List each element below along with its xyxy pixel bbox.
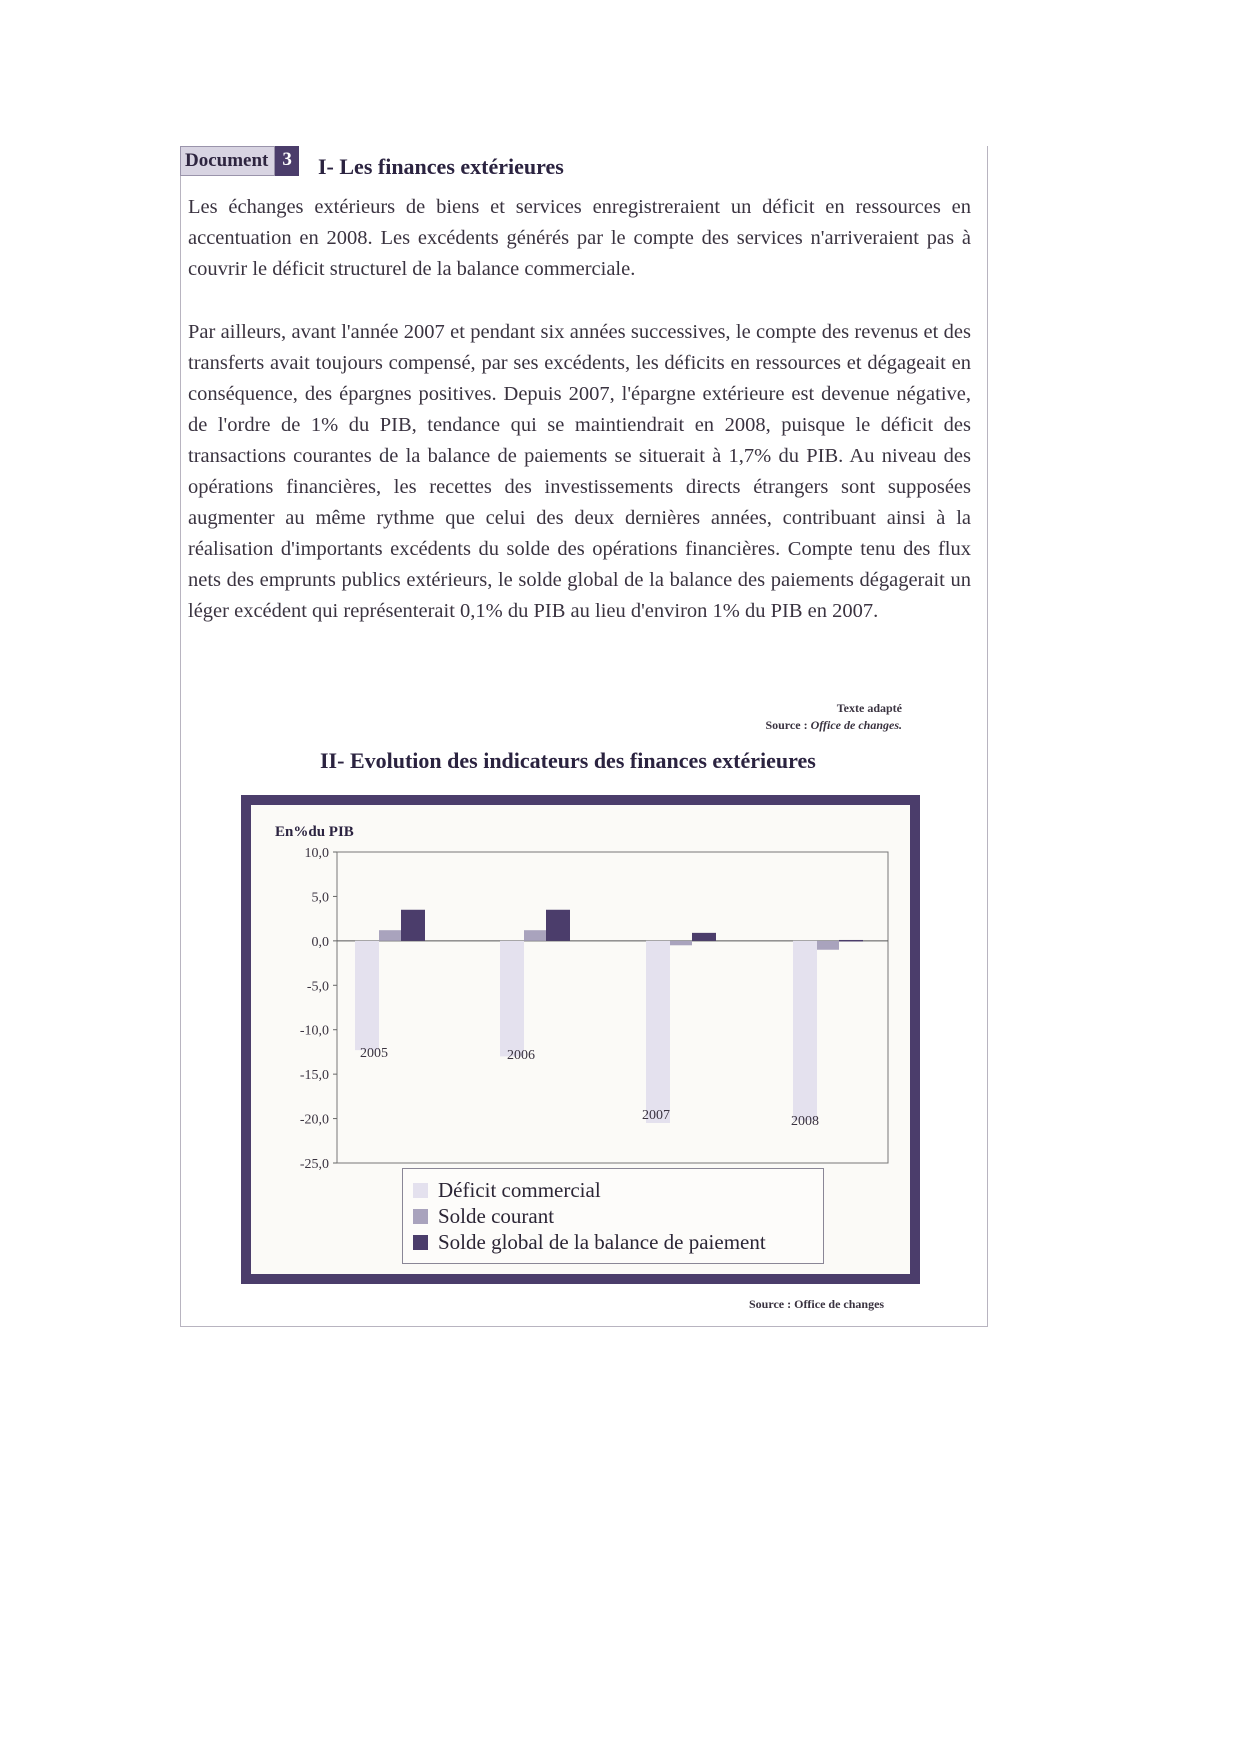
- document-label-word: Document: [180, 146, 275, 176]
- legend-label-solde-courant: Solde courant: [438, 1204, 555, 1228]
- legend-item-solde-global: [413, 1229, 823, 1255]
- chart-legend: [402, 1168, 824, 1264]
- x-category-label: 2006: [507, 1048, 535, 1063]
- y-tick-label: 5,0: [311, 890, 329, 906]
- legend-item-deficit-commercial: [413, 1177, 823, 1203]
- y-tick-label: -5,0: [306, 979, 329, 995]
- bar-solde-courant-2006: [524, 930, 546, 941]
- section1-title: I- Les finances extérieures: [318, 154, 564, 179]
- chart-source: Source : Office de changes: [749, 1297, 885, 1311]
- legend-swatch-solde-courant: [413, 1209, 428, 1224]
- paragraph-2: Par ailleurs, avant l'année 2007 et pendant six années successives, le compte des revenus et des transferts avait toujours compensé, par ses excédents, les déficits en ressources et dégageait en conséquence, des épargnes positives. Depuis 2007, l'épargne extérieure est devenue négative, de l'ordre de 1% du PIB, tendance qui se maintiendrait en 2008, puisque le déficit des transactions courantes de la balance de paiements se situerait à 1,7% du PIB. Au niveau des opérations financières, les recettes des investissements directs étrangers sont supposées augmenter au même rythme que celui des deux dernières années, contribuant ainsi à la réalisation d'importants excédents du solde des opérations financières. Compte tenu des flux nets des emprunts publics extérieurs, le solde global de la balance des paiements dégagerait un léger excédent qui représenterait 0,1% du PIB au lieu d'environ 1% du PIB en 2007.: [188, 321, 971, 622]
- x-category-label: 2007: [642, 1108, 670, 1123]
- y-tick-label: -20,0: [299, 1112, 329, 1128]
- legend-item-solde-courant: [413, 1203, 823, 1229]
- section2-title: II- Evolution des indicateurs des finances extérieures: [320, 748, 816, 773]
- text-note: Texte adapté: [836, 701, 902, 715]
- y-tick-label: 10,0: [304, 846, 329, 861]
- text-source-note: [765, 700, 902, 734]
- document-label: [180, 146, 299, 176]
- legend-label-solde-global: Solde global de la balance de paiement: [438, 1230, 766, 1254]
- y-tick-label: -15,0: [299, 1068, 329, 1084]
- bar-solde-courant-2005: [379, 930, 401, 941]
- y-axis-label: En%du PIB: [275, 824, 354, 840]
- bar-solde-global-de-la-balance-de-paiement-2008: [839, 940, 863, 942]
- bar-solde-courant-2007: [670, 941, 692, 945]
- bar-d-ficit-commercial-2007: [646, 941, 670, 1123]
- y-tick-label: -25,0: [299, 1157, 329, 1172]
- bar-solde-global-de-la-balance-de-paiement-2005: [401, 910, 425, 941]
- bar-d-ficit-commercial-2005: [355, 941, 379, 1050]
- x-category-label: 2005: [360, 1046, 388, 1061]
- bar-d-ficit-commercial-2008: [793, 941, 817, 1120]
- legend-label-deficit-commercial: Déficit commercial: [438, 1178, 601, 1202]
- y-tick-label: -10,0: [299, 1023, 329, 1039]
- x-category-label: 2008: [791, 1114, 819, 1129]
- legend-swatch-deficit-commercial: [413, 1183, 428, 1198]
- bar-solde-global-de-la-balance-de-paiement-2007: [692, 933, 716, 941]
- y-tick-label: 0,0: [311, 934, 329, 950]
- bar-solde-courant-2008: [817, 941, 839, 950]
- bar-solde-global-de-la-balance-de-paiement-2006: [546, 910, 570, 941]
- source-line-1: [765, 717, 902, 734]
- source-label: Source :: [765, 718, 808, 732]
- bar-d-ficit-commercial-2006: [500, 941, 524, 1057]
- paragraph-1: Les échanges extérieurs de biens et services enregistreraient un déficit en ressources en accentuation en 2008. Les excédents générés par le compte des services n'arriveraient pas à couvrir le déficit structurel de la balance commerciale.: [188, 196, 971, 280]
- source-1: Office de changes.: [810, 718, 902, 732]
- document-number-badge: 3: [275, 146, 299, 176]
- legend-swatch-solde-global: [413, 1235, 428, 1250]
